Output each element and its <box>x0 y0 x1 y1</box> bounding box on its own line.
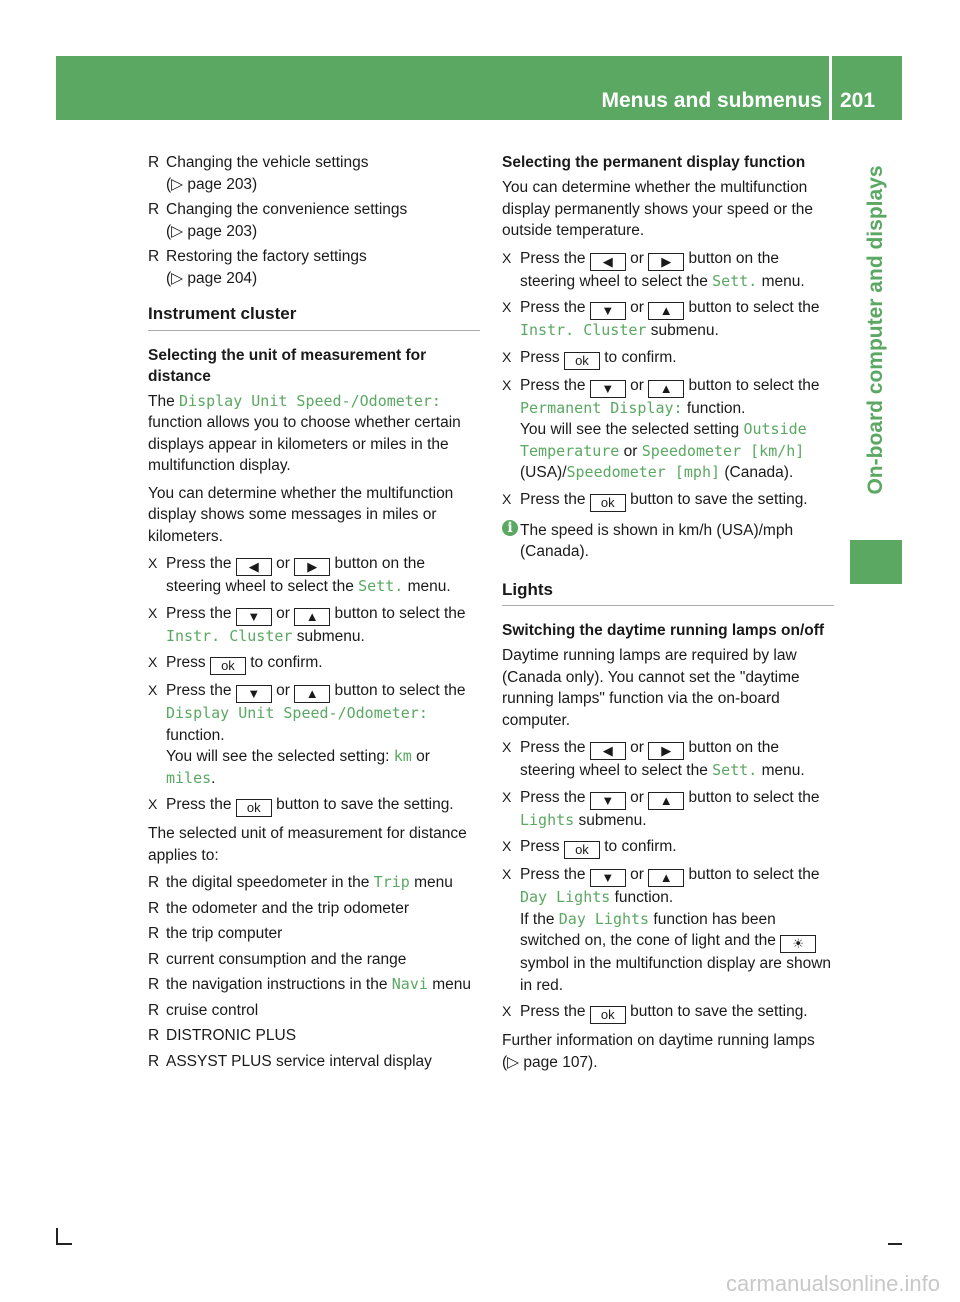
ref-arrow: (▷ <box>166 269 184 287</box>
subsection-heading: Selecting the permanent display function <box>502 154 806 171</box>
right-column <box>502 152 834 1079</box>
ok-button-icon: ok <box>564 841 600 859</box>
list-item: R ASSYST PLUS service interval display <box>148 1052 432 1070</box>
down-button-icon: ▼ <box>590 380 626 398</box>
list-item: R the digital speedometer in the Trip menu <box>148 873 453 891</box>
up-button-icon: ▲ <box>648 869 684 887</box>
down-button-icon: ▼ <box>590 869 626 887</box>
list-item: R the odometer and the trip odometer <box>148 899 409 917</box>
ref-arrow: (▷ <box>502 1053 520 1071</box>
up-button-icon: ▲ <box>648 302 684 320</box>
section-heading: Lights <box>502 579 834 607</box>
right-button-icon: ▶ <box>648 253 684 271</box>
list-item: R the navigation instructions in the Navi menu <box>148 975 471 993</box>
step: X Press the ▼ or ▲ button to select the Instr. Cluster submenu. <box>502 299 820 339</box>
crop-mark <box>888 1243 902 1245</box>
up-button-icon: ▲ <box>294 608 330 626</box>
list-item: R the trip computer <box>148 925 283 942</box>
section-tab-marker <box>850 540 902 584</box>
step: X Press the ▼ or ▲ button to select the Display Unit Speed-/Odometer: function. You will see the selected setting: km or miles. <box>148 682 466 787</box>
step: X Press the ok button to save the setting. <box>502 490 808 510</box>
step: X Press the ▼ or ▲ button to select the Instr. Cluster submenu. <box>148 604 466 645</box>
list-item: R Restoring the factory settings (▷ page 204) <box>148 248 367 287</box>
up-button-icon: ▲ <box>648 792 684 810</box>
left-button-icon: ◀ <box>236 558 272 576</box>
down-button-icon: ▼ <box>590 302 626 320</box>
section-tab-label: On-board computer and displays <box>864 165 887 495</box>
watermark: carmanualsonline.info <box>725 1270 940 1296</box>
paragraph: The selected unit of measurement for distance applies to: <box>148 825 467 864</box>
left-column <box>148 152 480 1076</box>
step: X Press ok to confirm. <box>148 654 323 673</box>
step: X Press the ok button to save the setting. <box>148 796 454 815</box>
step: X Press the ◀ or ▶ button on the steering wheel to select the Sett. menu. <box>502 739 805 779</box>
step: X Press the ◀ or ▶ button on the steering wheel to select the Sett. menu. <box>148 555 451 595</box>
down-button-icon: ▼ <box>236 608 272 626</box>
step: X Press the ▼ or ▲ button to select the Permanent Display: function. You will see the selected setting Outside Temperature or Speedometer [km/h] (USA)/Speedometer [mph] (Canada). <box>502 376 820 481</box>
page-number: 201 <box>840 89 876 112</box>
light-symbol-icon: ☀ <box>780 935 816 953</box>
ok-button-icon: ok <box>210 657 246 675</box>
down-button-icon: ▼ <box>236 685 272 703</box>
paragraph: The Display Unit Speed-/Odometer: function allows you to choose whether certain displays appear in kilometers or miles in the multifunction display. <box>148 391 461 474</box>
info-note: i The speed is shown in km/h (USA)/mph (Canada). <box>502 520 834 563</box>
list-item: R DISTRONIC PLUS <box>148 1027 297 1044</box>
step: X Press the ▼ or ▲ button to select the Day Lights function. If the Day Lights function has been switched on, the cone of light and the ☀ symbol in the multifunction display are shown in red. <box>502 866 832 994</box>
section-heading: Instrument cluster <box>148 303 480 331</box>
down-button-icon: ▼ <box>590 792 626 810</box>
ref-arrow: (▷ <box>166 222 184 240</box>
step: X Press ok to confirm. <box>502 348 677 368</box>
subsection-heading: Selecting the unit of measurement for distance <box>148 346 427 385</box>
step: X Press the ◀ or ▶ button on the steering wheel to select the Sett. menu. <box>502 249 805 290</box>
step: X Press ok to confirm. <box>502 838 677 857</box>
ok-button-icon: ok <box>590 1006 626 1024</box>
paragraph: You can determine whether the multifunction display permanently shows your speed or the outside temperature. <box>502 179 814 239</box>
header-divider <box>829 56 832 120</box>
ok-button-icon: ok <box>564 352 600 370</box>
left-button-icon: ◀ <box>590 253 626 271</box>
ok-button-icon: ok <box>236 799 272 817</box>
list-item: R Changing the vehicle settings (▷ page 203) <box>148 154 369 193</box>
step: X Press the ok button to save the setting. <box>502 1003 808 1022</box>
step: X Press the ▼ or ▲ button to select the Lights submenu. <box>502 788 820 829</box>
list-item: R current consumption and the range <box>148 950 407 968</box>
list-item: R cruise control <box>148 1001 259 1019</box>
left-button-icon: ◀ <box>590 742 626 760</box>
up-button-icon: ▲ <box>294 685 330 703</box>
crop-mark <box>56 1243 72 1245</box>
subsection-heading: Switching the daytime running lamps on/off <box>502 622 825 639</box>
ok-button-icon: ok <box>590 494 626 512</box>
paragraph: Further information on daytime running lamps (▷ page 107). <box>502 1032 815 1071</box>
info-icon: i <box>502 520 518 536</box>
paragraph: You can determine whether the multifunction display shows some messages in miles or kilometers. <box>148 484 454 545</box>
paragraph: Daytime running lamps are required by law (Canada only). You cannot set the "daytime running lamps" function via the on-board computer. <box>502 647 800 729</box>
ref-arrow: (▷ <box>166 175 184 193</box>
list-item: R Changing the convenience settings (▷ page 203) <box>148 201 408 240</box>
up-button-icon: ▲ <box>648 380 684 398</box>
right-button-icon: ▶ <box>648 742 684 760</box>
right-button-icon: ▶ <box>294 558 330 576</box>
crop-mark <box>56 1228 58 1244</box>
page-title: Menus and submenus <box>601 89 822 112</box>
